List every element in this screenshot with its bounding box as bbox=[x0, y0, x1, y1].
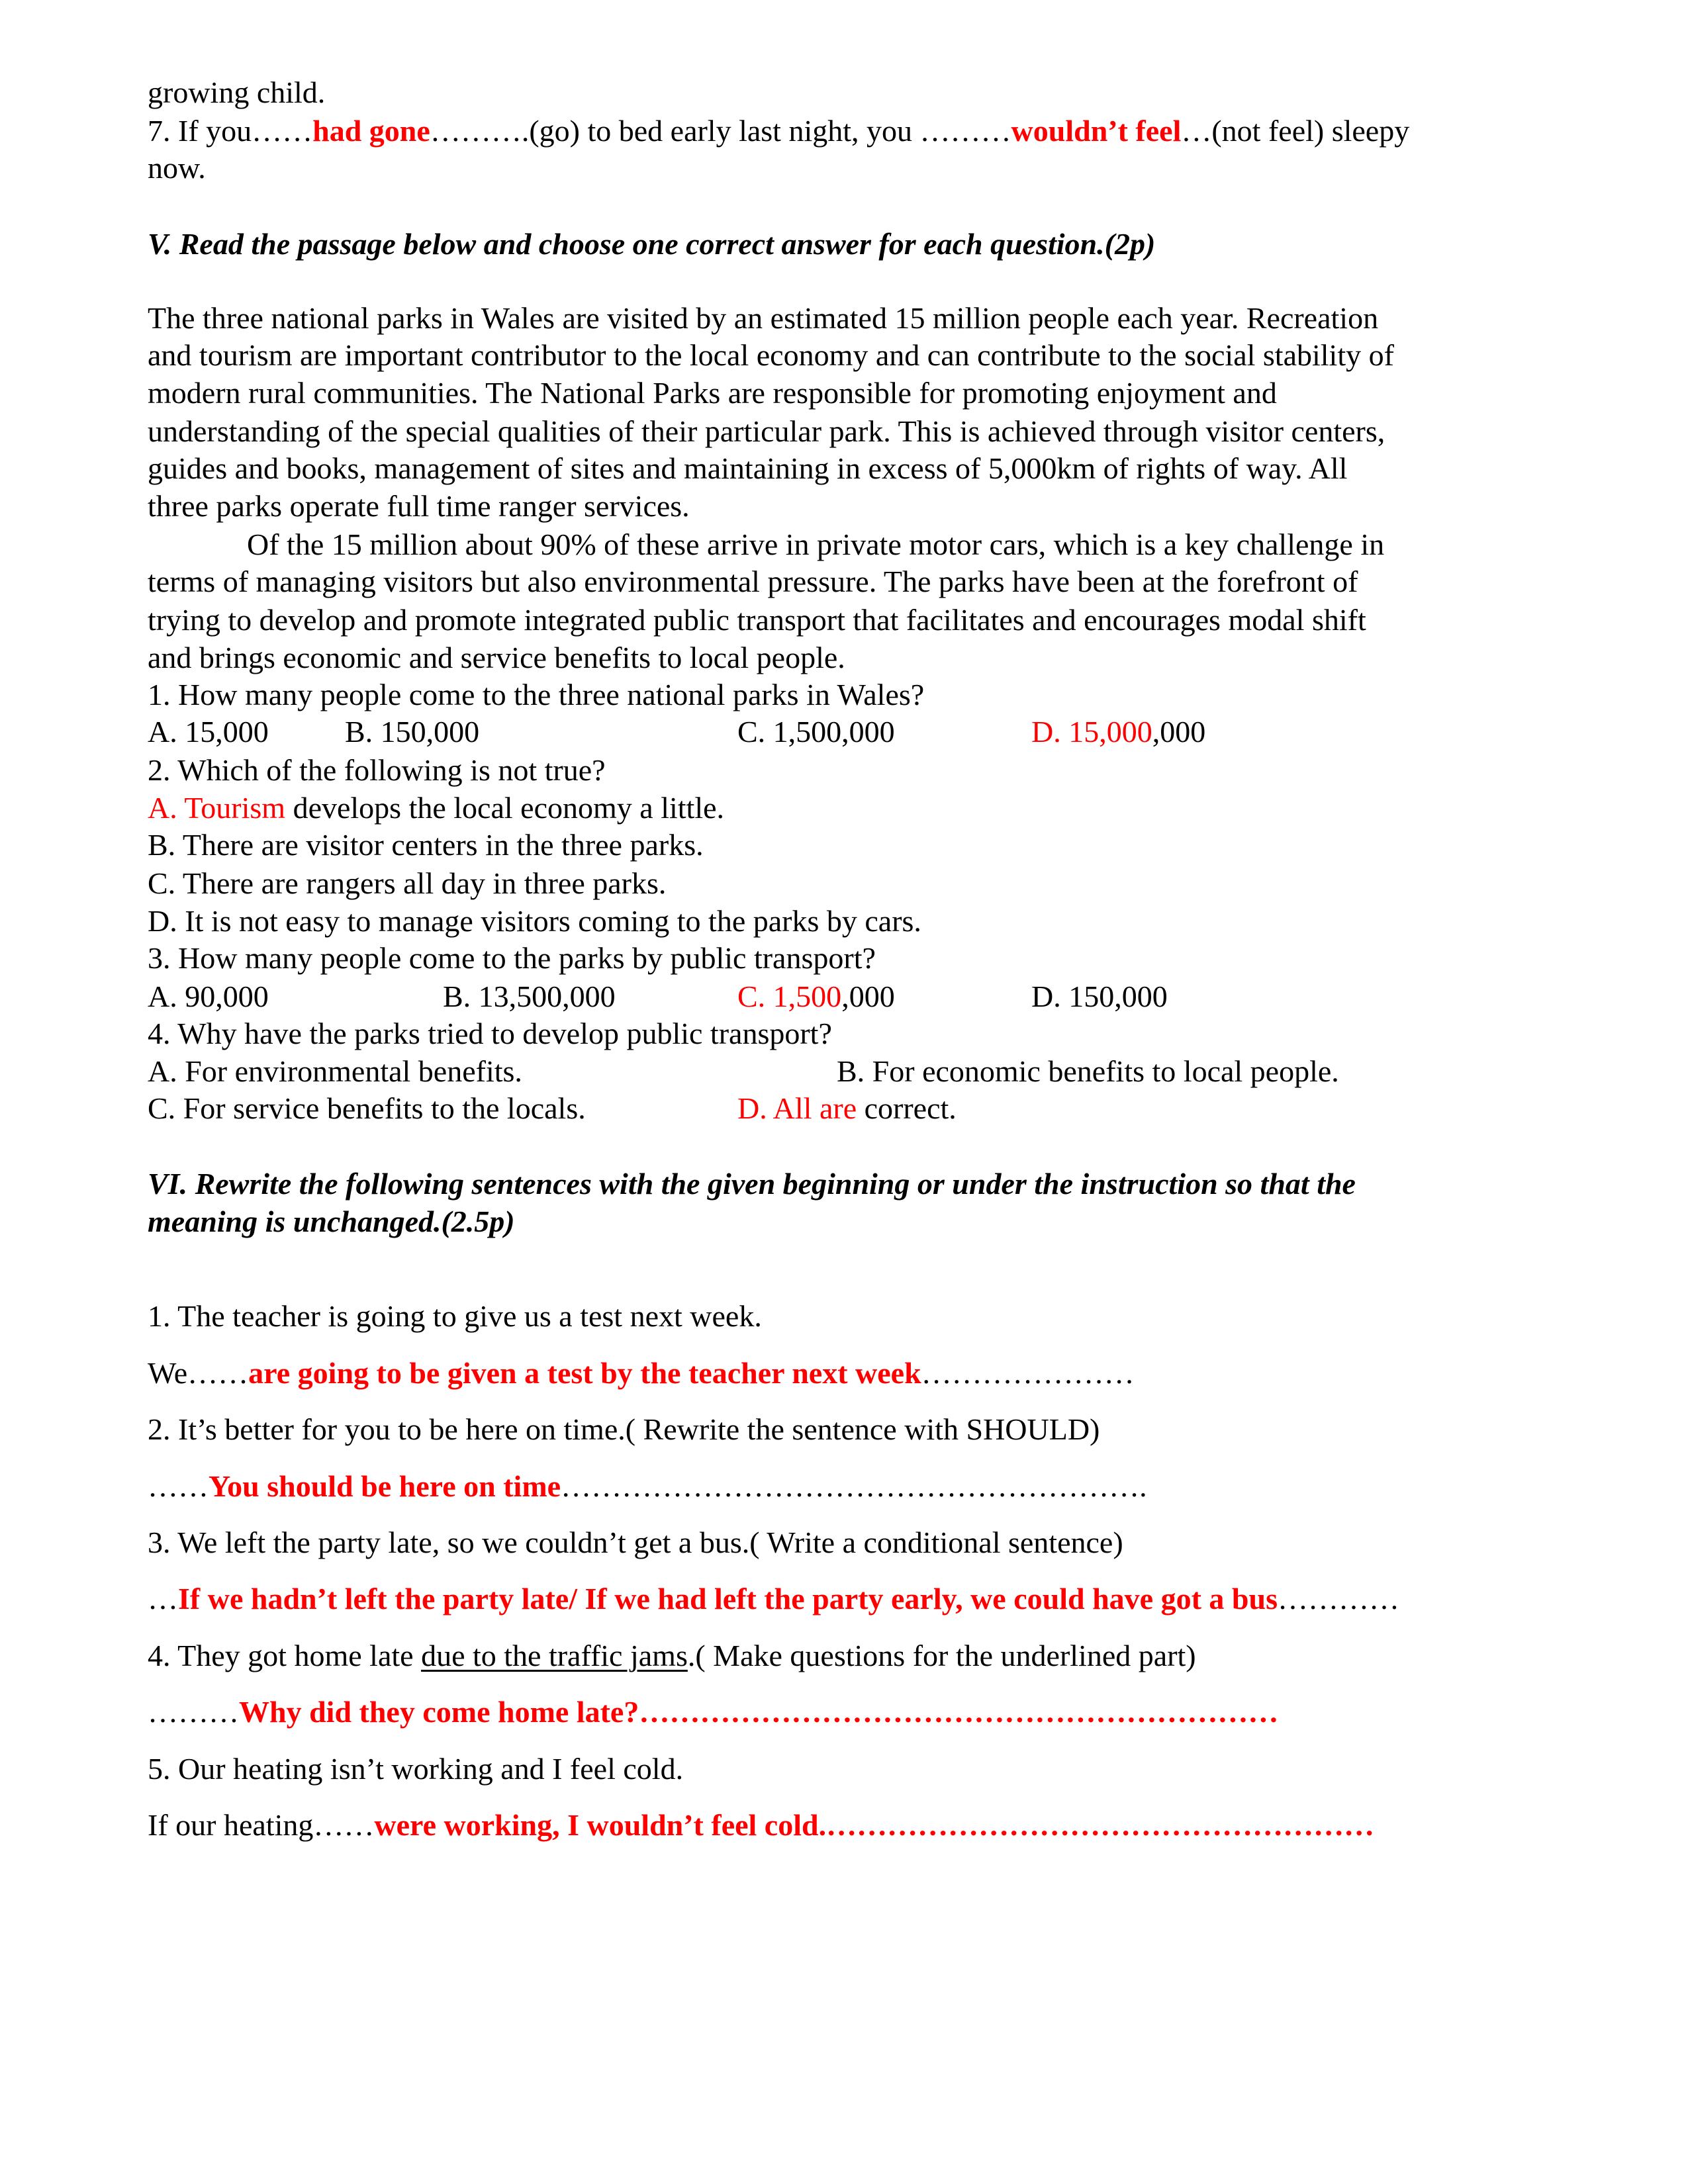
line-content bbox=[148, 828, 704, 862]
filled-answer-text: C. 1,500 bbox=[737, 979, 842, 1013]
text-segment: meaning is unchanged.(2.5p) bbox=[148, 1205, 515, 1238]
text-line bbox=[148, 300, 1378, 337]
text-segment: growing child. bbox=[148, 75, 326, 109]
text-line bbox=[148, 488, 690, 525]
line-content bbox=[148, 414, 1385, 448]
line-content bbox=[148, 1017, 832, 1050]
text-segment: 3. We left the party late, so we couldn’t get a bus.( Write a conditional sentence) bbox=[148, 1525, 1123, 1559]
text-line bbox=[148, 113, 1409, 150]
line-content bbox=[247, 527, 1384, 561]
question-line bbox=[148, 1298, 762, 1335]
text-line bbox=[148, 602, 1366, 639]
option-line bbox=[148, 827, 704, 864]
text-line bbox=[148, 639, 845, 676]
line-content bbox=[148, 641, 845, 674]
text-segment: ……… bbox=[148, 1695, 239, 1729]
text-line bbox=[148, 337, 1394, 374]
line-content bbox=[148, 376, 1277, 410]
line-content bbox=[148, 227, 1155, 261]
line-content bbox=[148, 1356, 1135, 1390]
answer-option bbox=[1031, 713, 1205, 751]
line-content bbox=[148, 1752, 683, 1786]
text-segment: 1. The teacher is going to give us a test next week. bbox=[148, 1299, 762, 1333]
text-line bbox=[148, 563, 1358, 600]
line-content bbox=[148, 565, 1358, 598]
question-line bbox=[148, 752, 606, 789]
filled-answer-text: were working, I wouldn’t feel cold.……………………………………………… bbox=[374, 1808, 1375, 1842]
question-line bbox=[148, 1524, 1123, 1561]
line-content bbox=[148, 1412, 1100, 1446]
text-segment: correct. bbox=[857, 1091, 957, 1125]
text-segment: D. It is not easy to manage visitors coming to the parks by cars. bbox=[148, 904, 921, 938]
text-segment: develops the local economy a little. bbox=[285, 791, 725, 825]
answer-line bbox=[148, 1807, 1374, 1844]
text-segment: V. Read the passage below and choose one correct answer for each question.(2p) bbox=[148, 227, 1156, 261]
text-segment: ……….(go) to bed early last night, you ……… bbox=[430, 114, 1011, 148]
text-segment: …… bbox=[148, 1469, 209, 1503]
text-segment: The three national parks in Wales are visited by an estimated 15 million people each year. Recreation bbox=[148, 301, 1379, 335]
answer-option bbox=[148, 978, 269, 1015]
text-segment: trying to develop and promote integrated public transport that facilitates and encourages modal shift bbox=[148, 603, 1366, 637]
text-segment: 5. Our heating isn’t working and I feel cold. bbox=[148, 1752, 684, 1786]
text-segment: B. There are visitor centers in the three parks. bbox=[148, 828, 704, 862]
answer-option bbox=[148, 1053, 522, 1090]
line-content bbox=[148, 1525, 1123, 1559]
line-content bbox=[148, 1299, 762, 1333]
answer-option bbox=[737, 1090, 957, 1127]
text-segment: B. 13,500,000 bbox=[443, 979, 616, 1013]
line-content bbox=[148, 866, 666, 900]
answer-option bbox=[837, 1053, 1339, 1090]
text-segment: 4. They got home late bbox=[148, 1639, 422, 1672]
underlined-text: due to the traffic jams bbox=[421, 1639, 688, 1672]
text-segment: guides and books, management of sites and maintaining in excess of 5,000km of rights of way. All bbox=[148, 451, 1348, 485]
section-heading bbox=[148, 226, 1155, 263]
option-line bbox=[148, 903, 921, 940]
text-segment: modern rural communities. The National Parks are responsible for promoting enjoyment and bbox=[148, 376, 1277, 410]
filled-answer-text: D. All are bbox=[737, 1091, 857, 1125]
text-segment: C. For service benefits to the locals. bbox=[148, 1091, 586, 1125]
option-line bbox=[148, 865, 666, 902]
answer-line bbox=[148, 1355, 1135, 1392]
text-segment: ………………… bbox=[921, 1356, 1135, 1390]
answer-line bbox=[148, 1694, 1278, 1731]
text-segment: ,000 bbox=[1152, 715, 1206, 749]
text-segment: ,000 bbox=[841, 979, 895, 1013]
text-segment: 7. If you…… bbox=[148, 114, 313, 148]
text-segment: VI. Rewrite the following sentences with the given beginning or under the instruction so that the bbox=[148, 1167, 1356, 1201]
line-content bbox=[148, 941, 876, 975]
text-segment: understanding of the special qualities of their particular park. This is achieved through visitor centers, bbox=[148, 414, 1385, 448]
filled-answer-text: You should be here on time bbox=[209, 1469, 561, 1503]
answer-line bbox=[148, 1468, 1147, 1505]
filled-answer-text: wouldn’t feel bbox=[1011, 114, 1182, 148]
text-segment: A. For environmental benefits. bbox=[148, 1054, 522, 1088]
text-segment: terms of managing visitors but also environmental pressure. The parks have been at the forefront of bbox=[148, 565, 1358, 598]
text-segment: 2. It’s better for you to be here on time.( Rewrite the sentence with SHOULD) bbox=[148, 1412, 1100, 1446]
line-content bbox=[148, 1639, 1196, 1672]
filled-answer-text: A. Tourism bbox=[148, 791, 286, 825]
text-segment: …(not feel) sleepy bbox=[1181, 114, 1410, 148]
line-content bbox=[148, 114, 1409, 148]
text-segment: D. 150,000 bbox=[1031, 979, 1168, 1013]
answer-option bbox=[1031, 978, 1168, 1015]
line-content bbox=[148, 451, 1347, 485]
question-line bbox=[148, 676, 924, 713]
line-content bbox=[148, 301, 1378, 335]
text-segment: We…… bbox=[148, 1356, 249, 1390]
line-content bbox=[148, 1167, 1356, 1201]
line-content bbox=[148, 791, 724, 825]
question-line bbox=[148, 1411, 1100, 1448]
text-segment: 4. Why have the parks tried to develop public transport? bbox=[148, 1017, 832, 1050]
text-segment: B. For economic benefits to local people. bbox=[837, 1054, 1339, 1088]
answer-option bbox=[737, 713, 895, 751]
text-segment: B. 150,000 bbox=[345, 715, 480, 749]
text-segment: now. bbox=[148, 151, 206, 185]
line-content bbox=[148, 904, 921, 938]
line-content bbox=[148, 151, 206, 185]
text-line bbox=[148, 375, 1277, 412]
answer-option bbox=[148, 1090, 586, 1127]
filled-answer-text: If we hadn’t left the party late/ If we had left the party early, we could have got a bus bbox=[178, 1582, 1278, 1615]
line-content bbox=[148, 1695, 1278, 1729]
question-line bbox=[148, 1751, 683, 1788]
line-content bbox=[148, 1469, 1147, 1503]
answer-option bbox=[737, 978, 895, 1015]
text-line bbox=[148, 413, 1385, 450]
text-segment: 1. How many people come to the three national parks in Wales? bbox=[148, 678, 925, 711]
text-segment: If our heating…… bbox=[148, 1808, 375, 1842]
line-content bbox=[148, 489, 690, 523]
answer-option bbox=[345, 713, 479, 751]
question-line bbox=[148, 1015, 832, 1052]
answer-option bbox=[443, 978, 616, 1015]
filled-answer-text: are going to be given a test by the teacher next week bbox=[248, 1356, 921, 1390]
line-content bbox=[148, 1205, 515, 1238]
text-line bbox=[148, 74, 325, 111]
option-line bbox=[148, 790, 724, 827]
question-line bbox=[148, 940, 876, 977]
filled-answer-text: Why did they come home late?……………………………………………………… bbox=[239, 1695, 1279, 1729]
line-content bbox=[148, 338, 1394, 372]
text-segment: three parks operate full time ranger services. bbox=[148, 489, 690, 523]
text-segment: and brings economic and service benefits to local people. bbox=[148, 641, 845, 674]
line-content bbox=[148, 1808, 1374, 1842]
line-content bbox=[148, 75, 325, 109]
text-line bbox=[148, 450, 1347, 487]
text-segment: A. 15,000 bbox=[148, 715, 269, 749]
text-segment: …………………………………………………. bbox=[561, 1469, 1147, 1503]
indent-line bbox=[148, 526, 1384, 563]
text-segment: ………… bbox=[1277, 1582, 1399, 1615]
text-segment: and tourism are important contributor to the local economy and can contribute to the social stability of bbox=[148, 338, 1394, 372]
answer-line bbox=[148, 1580, 1399, 1617]
text-segment: 2. Which of the following is not true? bbox=[148, 753, 606, 787]
line-content bbox=[148, 753, 606, 787]
line-content bbox=[148, 1582, 1399, 1615]
answer-option bbox=[148, 713, 269, 751]
text-segment: .( Make questions for the underlined part) bbox=[687, 1639, 1196, 1672]
text-segment: 3. How many people come to the parks by public transport? bbox=[148, 941, 876, 975]
text-segment: A. 90,000 bbox=[148, 979, 269, 1013]
section-heading bbox=[148, 1165, 1356, 1203]
filled-answer-text: had gone bbox=[312, 114, 430, 148]
text-segment: C. There are rangers all day in three parks. bbox=[148, 866, 667, 900]
question-line bbox=[148, 1637, 1196, 1674]
line-content bbox=[148, 603, 1366, 637]
text-segment: C. 1,500,000 bbox=[737, 715, 895, 749]
line-content bbox=[148, 678, 924, 711]
filled-answer-text: D. 15,000 bbox=[1031, 715, 1152, 749]
section-heading bbox=[148, 1203, 515, 1240]
text-line bbox=[148, 150, 206, 187]
text-segment: Of the 15 million about 90% of these arrive in private motor cars, which is a key challenge in bbox=[247, 527, 1385, 561]
text-segment: … bbox=[148, 1582, 178, 1615]
